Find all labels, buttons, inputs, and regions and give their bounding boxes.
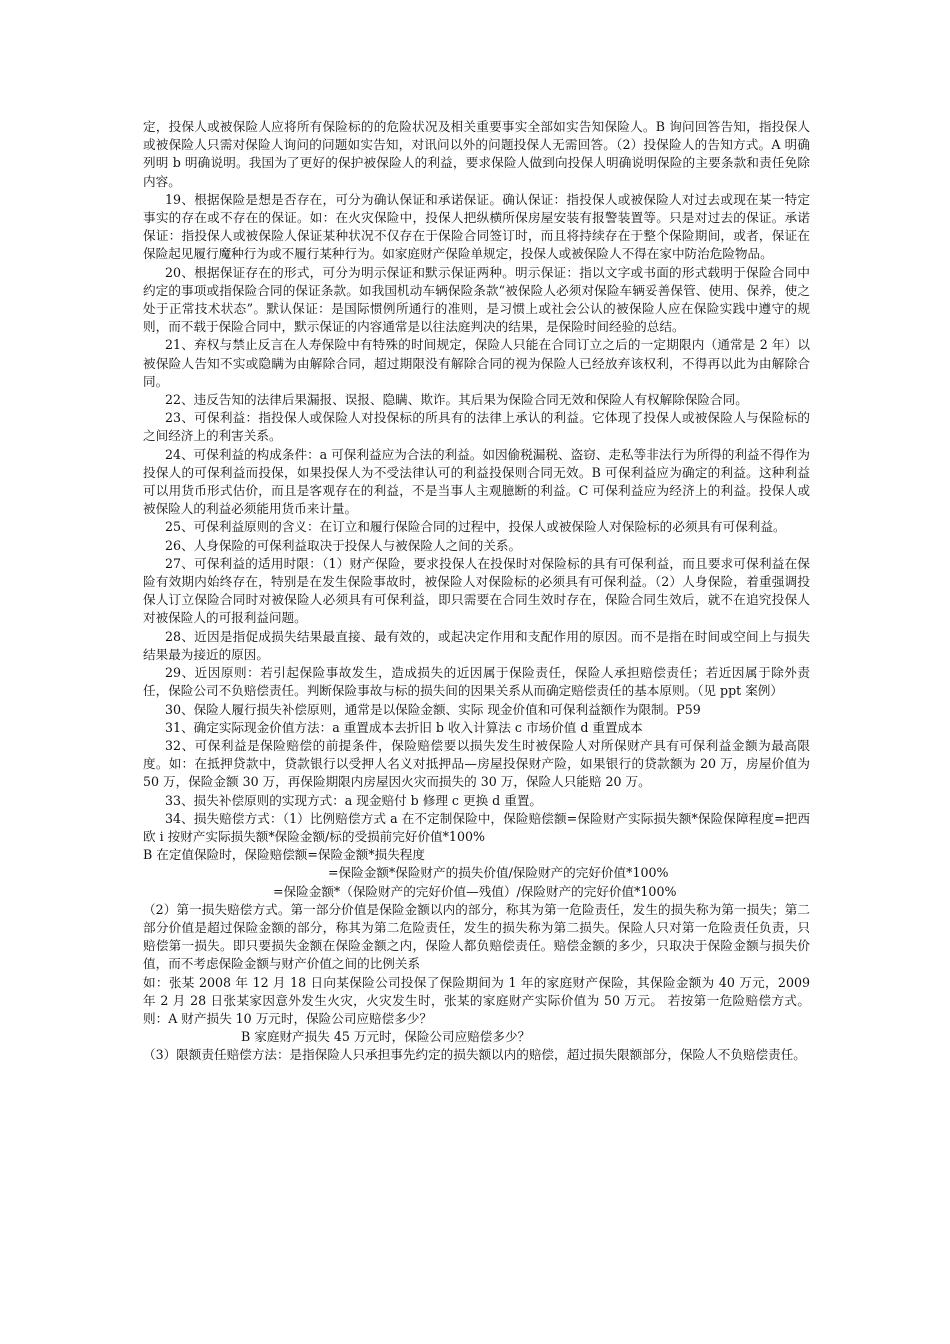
formula-line-2: =保险金额*（保险财产的完好价值—残值）/保险财产的完好价值*100% (273, 883, 677, 899)
paragraph-32: 32、可保利益是保险赔偿的前提条件，保险赔偿要以损失发生时被保险人对所保财产具有可保利益金额为最高限度。如：在抵押贷款中，贷款银行以受押人名义对抵押品—房屋投保财产险，如果银行的贷款额为 20 万，房屋价值为 50 万，保险金额 30 万，再保险期限内房屋因火灾而损失的 30 万，保险人只能赔 20 万。 (143, 737, 810, 790)
document-page (143, 118, 810, 1065)
paragraph-30: 30、保险人履行损失补偿原则，通常是以保险金额、实际 现金价值和可保利益额作为限制。P59 (165, 701, 701, 717)
paragraph-28: 28、近因是指促成损失结果最直接、最有效的，或起决定作用和支配作用的原因。而不是指在时间或空间上与损失结果最为接近的原因。 (143, 628, 810, 662)
paragraph-33: 33、损失补偿原则的实现方式：a 现金赔付 b 修理 c 更换 d 重置。 (165, 792, 543, 808)
paragraph-34: 34、损失赔偿方式：（1）比例赔偿方式 a 在不定制保险中，保险赔偿额=保险财产实际损失额*保险保障程度=把西欧 i 按财产实际损失额*保险金额/标的受损前完好价值*100% (143, 810, 810, 844)
paragraph-34-3: （3）限额责任赔偿方法：是指保险人只承担事先约定的损失额以内的赔偿，超过损失限额部分，保险人不负赔偿责任。 (143, 1047, 806, 1063)
paragraph-26: 26、人身保险的可保利益取决于投保人与被保险人之间的关系。 (165, 537, 522, 553)
paragraph-20: 20、根据保证存在的形式，可分为明示保证和默示保证两种。明示保证：指以文字或书面的形式载明于保险合同中约定的事项或指保险合同的保证条款。如我国机动车辆保险条款“被保险人必须对保险车辆妥善保管、使用、保养，使之处于正常技术状态”。默认保证：是国际惯例所通行的准则，是习惯上或社会公认的被保险人应在保险实践中遵守的规则，而不载于保险合同中，默示保证的内容通常是以往法庭判决的结果，是保险时间经验的总结。 (143, 264, 810, 335)
paragraph-23: 23、可保利益：指投保人或保险人对投保标的所具有的法律上承认的利益。它体现了投保人或被保险人与保险标的之间经济上的利害关系。 (143, 410, 810, 444)
paragraph-34-2: （2）第一损失赔偿方式。第一部分价值是保险金额以内的部分，称其为第一危险责任，发生的损失称为第一损失；第二部分价值是超过保险金额的部分，称其为第二危险责任，发生的损失称为第二损失。保险人只对第一危险责任负责，只赔偿第一损失。即只要损失金额在保险金额之内，保险人都负赔偿责任。赔偿金额的多少，只取决于保险金额与损失价值，而不考虑保险金额与财产价值之间的比例关系 (143, 901, 810, 972)
paragraph-29: 29、近因原则：若引起保险事故发生，造成损失的近因属于保险责任，保险人承担赔偿责任；若近因属于除外责任，保险公司不负赔偿责任。判断保险事故与标的损失间的因果关系从而确定赔偿责任的基本原则。（见 ppt 案例） (143, 665, 810, 699)
paragraph-18-continued: 定，投保人或被保险人应将所有保险标的的危险状况及相关重要事实全部如实告知保险人。B 询问回答告知，指投保人或被保险人只需对保险人询问的问题如实告知，对讯问以外的问题投保人无需回答。（2）投保险人的告知方式。A 明确列明 b 明确说明。我国为了更好的保护被保险人的利益，要求保险人做到向投保人明确说明保险的主要条款和责任免除内容。 (143, 119, 810, 189)
paragraph-27: 27、可保利益的适用时限：（1）财产保险，要求投保人在投保时对保险标的具有可保利益，而且要求可保利益在保险有效期内始终存在，特别是在发生保险事故时，被保险人对保险标的必须具有可保利益。（2）人身保险，着重强调投保人订立保险合同时对被保险人必须具有可保利益，即只需要在合同生效时存在，保险合同生效后，就不在追究投保人对被保险人的可报利益问题。 (143, 555, 810, 626)
paragraph-31: 31、确定实际现金价值方法：a 重置成本去折旧 b 收入计算法 c 市场价值 d 重置成本 (165, 719, 643, 735)
example-paragraph: 如：张某 2008 年 12 月 18 日向某保险公司投保了保险期间为 1 年的家庭财产保险，其保险金额为 40 万元，2009 年 2 月 28 日张某家因意外发生火灾，火灾发生时，张某的家庭财产实际价值为 50 万元。 若按第一危险赔偿方式。则：A 财产损失 10 万元时，保险公司应赔偿多少？ (143, 974, 810, 1026)
example-question-b: B 家庭财产损失 45 万元时，保险公司应赔偿多少？ (241, 1029, 531, 1045)
paragraph-24: 24、可保利益的构成条件：a 可保利益应为合法的利益。如因偷税漏税、盗窃、走私等非法行为所得的利益不得作为投保人的可保利益而投保，如果投保人为不受法律认可的利益投保则合同无效。B 可保利益应为确定的利益。这种利益可以用货币形式估价，而且是客观存在的利益，不是当事人主观臆断的利益。C 可保利益应为经济上的利益。投保人或被保险人的利益必须能用货币来计量。 (143, 446, 810, 517)
paragraph-19: 19、根据保险是想是否存在，可分为确认保证和承诺保证。确认保证：指投保人或被保险人对过去或现在某一特定事实的存在或不存在的保证。如：在火灾保险中，投保人把纵横所保房屋安装有报警装置等。只是对过去的保证。承诺保证：指投保人或被保险人保证某种状况不仅存在于保险合同签订时，而且将持续存在于整个保险期间，或者，保证在保险起见履行魔种行为或不履行某种行为。如家庭财产保险单规定，投保人或被保险人不得在家中防治危险物品。 (143, 191, 810, 262)
formula-line-1: =保险金额*保险财产的损失价值/保险财产的完好价值*100% (328, 865, 669, 881)
paragraph-25: 25、可保利益原则的含义：在订立和履行保险合同的过程中，投保人或被保险人对保险标的必须具有可保利益。 (165, 519, 786, 535)
paragraph-22: 22、违反告知的法律后果漏报、误报、隐瞒、欺诈。其后果为保险合同无效和保险人有权解除保险合同。 (165, 392, 748, 408)
paragraph-34-b: B 在定值保险时，保险赔偿额=保险金额*损失程度 (143, 847, 425, 863)
paragraph-21: 21、弃权与禁止反言在人寿保险中有特殊的时间规定，保险人只能在合同订立之后的一定期限内（通常是 2 年）以被保险人告知不实或隐瞒为由解除合同，超过期限没有解除合同的视为保险人已经放弃该权利，不得再以此为由解除合同。 (143, 337, 810, 389)
